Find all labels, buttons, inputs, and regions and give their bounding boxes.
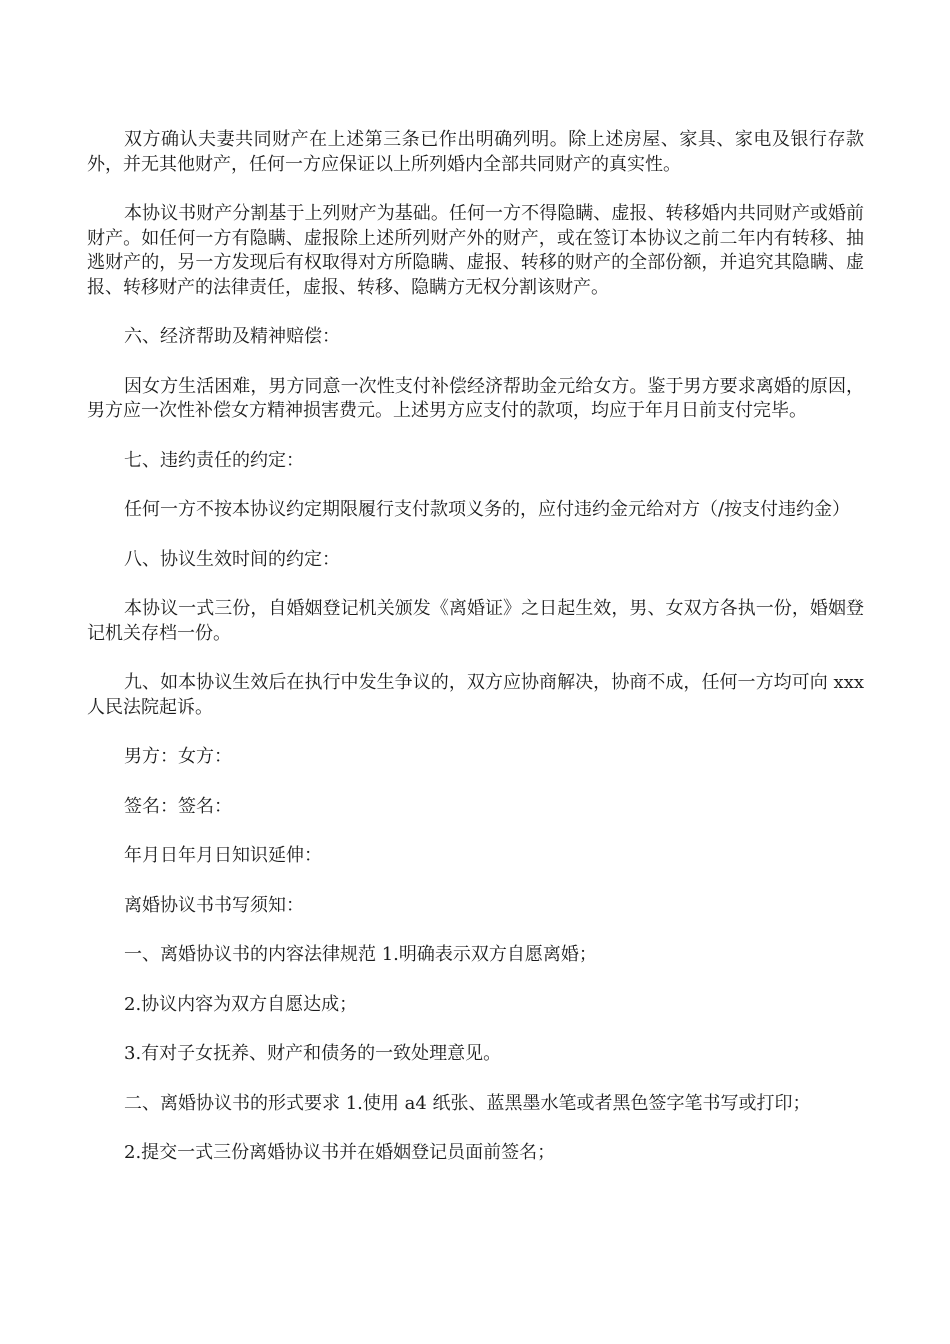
signature-dates: 年月日年月日知识延伸： — [124, 845, 322, 866]
section-heading-breach: 七、违约责任的约定： — [124, 449, 304, 471]
writing-notes-heading: 离婚协议书书写须知： — [124, 894, 304, 916]
content-requirements-item-1: 一、离婚协议书的内容法律规范 1.明确表示双方自愿离婚； — [124, 944, 597, 965]
paragraph-compensation: 因女方生活困难，男方同意一次性支付补偿经济帮助金元给女方。鉴于男方要求离婚的原因，男方应一次性补偿女方精神损害费元。上述男方应支付的款项，均应于年月日前支付完毕。 — [87, 375, 864, 421]
signature-parties: 男方：女方： — [124, 746, 232, 767]
content-requirements-item-3: 3.有对子女抚养、财产和债务的一致处理意见。 — [124, 1043, 502, 1064]
section-heading-effective-time: 八、协议生效时间的约定： — [124, 548, 340, 570]
paragraph-property-division: 本协议书财产分割基于上列财产为基础。任何一方不得隐瞒、虚报、转移婚内共同财产或婚前财产。如任何一方有隐瞒、虚报除上述所列财产外的财产，或在签订本协议之前二年内有转移、抽逃财产的，另一方发现后有权取得对方所隐瞒、虚报、转移的财产的全部份额，并追究其隐瞒、虚报、转移财产的法律责任，虚报、转移、隐瞒方无权分割该财产。 — [87, 203, 864, 298]
section-heading-compensation: 六、经济帮助及精神赔偿： — [124, 326, 340, 347]
form-requirements-item-1: 二、离婚协议书的形式要求 1.使用 a4 纸张、蓝黑墨水笔或者黑色签字笔书写或打印； — [124, 1092, 811, 1114]
content-requirements-item-2: 2.协议内容为双方自愿达成； — [124, 993, 358, 1015]
form-requirements-item-2: 2.提交一式三份离婚协议书并在婚姻登记员面前签名； — [124, 1142, 556, 1163]
paragraph-effective-time: 本协议一式三份，自婚姻登记机关颁发《离婚证》之日起生效，男、女双方各执一份，婚姻登记机关存档一份。 — [87, 598, 864, 644]
paragraph-breach: 任何一方不按本协议约定期限履行支付款项义务的，应付违约金元给对方（/按支付违约金） — [124, 499, 851, 520]
document-body — [87, 128, 864, 1191]
paragraph-dispute: 九、如本协议生效后在执行中发生争议的，双方应协商解决，协商不成，任何一方均可向 xxx 人民法院起诉。 — [87, 672, 864, 718]
paragraph-property-confirmation: 双方确认夫妻共同财产在上述第三条已作出明确列明。除上述房屋、家具、家电及银行存款外，并无其他财产，任何一方应保证以上所列婚内全部共同财产的真实性。 — [87, 129, 864, 175]
signature-names: 签名：签名： — [124, 795, 232, 817]
